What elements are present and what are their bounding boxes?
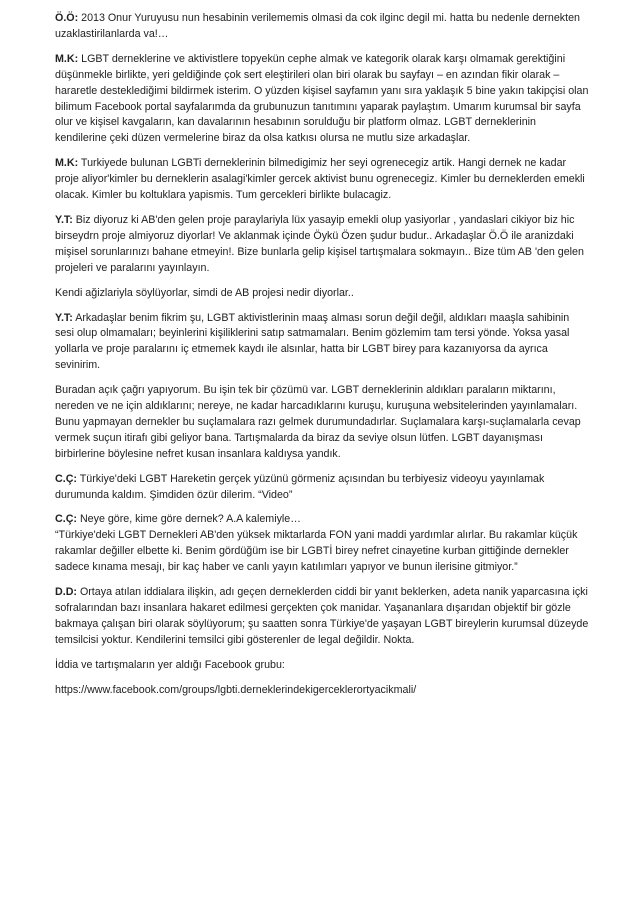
paragraph-yt-1	[55, 213, 590, 277]
paragraph-text: Buradan açık çağrı yapıyorum. Bu işin tek bir çözümü var. LGBT derneklerinin aldıkları paraların miktarını, nereden ve ne için aldıklarını; nereye, ne kadar harcadıklarını kuruşu, kuruşuna websitelerinden yayınlamaları. Bunu yapmayan dernekler bu suçlamalara razı gelmek durumundadırlar. Suçlamalara karşı-suçlamalarla cevap vermek suçun itirafı gibi geliyor bana. Tartışmalarda da biraz da seviye olsun lütfen. LGBT dayanışması birbirlerine böylesine nefret kusan insanlara kaldıysa yandık.	[55, 384, 581, 460]
paragraph-plain-3	[55, 658, 590, 674]
paragraph-text: Neye göre, kime göre dernek? A.A kalemiyle… “Türkiye'deki LGBT Dernekleri AB'den yüksek miktarlarda FON yani maddi yardımlar alırlar. Bu rakamlar küçük rakamlar değiller elbette ki. Benim gördüğüm ise bir LGBTİ birey nefret cinayetine kurban gittiğinde dernekler sadece kınama mesajı, bir kaç haber ve canlı yayın katılımları yapıyor ve bunun ilerisine gitmiyor.”	[55, 513, 578, 574]
paragraph-plain-2	[55, 383, 590, 463]
paragraph-cc-1	[55, 472, 590, 504]
paragraph-yt-2	[55, 311, 590, 375]
speaker-label: Ö.Ö:	[55, 12, 79, 24]
speaker-label: M.K:	[55, 157, 79, 170]
speaker-label: D.D:	[55, 586, 77, 599]
paragraph-text: İddia ve tartışmaların yer aldığı Facebook grubu:	[55, 658, 285, 671]
paragraph-text: Kendi ağizlariyla söylüyorlar, simdi de AB projesi nedir diyorlar..	[55, 286, 354, 299]
speaker-label: Y.T:	[55, 311, 73, 324]
paragraph-text: Turkiyede bulunan LGBTi derneklerinin bilmedigimiz her seyi ogrenecegiz artik. Hangi dernek ne kadar proje aliyor'kimler bu derneklerin asalagi'kimler gercek aktivist bunu ogrenecegiz. Kimler bu derneklerden emekli olacak. Kimler bu koltuklara yapismis. Tum gercekleri birlikte bulacagiz.	[55, 157, 585, 202]
speaker-label: C.Ç:	[55, 472, 77, 485]
paragraph-text: LGBT derneklerine ve aktivistlere topyekün cephe almak ve kategorik olarak karşı olmamak gerektiğini düşünmekle birlikte, yeri geldiğinde çok sert eleştirileri olan biri olarak bu sayfayı – en azından fikir olarak – hararetle desteklediğimi bildirmek isterim. O yüzden kişisel sayfamın yanı sıra yaklaşık 5 bine yakın takipçisi olan bilimum Facebook portal sayfalarımda da grubunuzun tanıtımını yaparak paylaştım. Umarım kurumsal bir sayfa olur ve kişisel kavgaların, kan davalarının hesabının sorulduğu bir platform olmaz. LGBT derneklerinin kendilerine çeki düzen vermelerine biraz da olsa katkısı olursa ne mutlu size arkadaşlar.	[55, 52, 589, 145]
facebook-group-link[interactable]: https://www.facebook.com/groups/lgbti.derneklerindekigerceklerortyacikmali/	[55, 683, 417, 696]
speaker-label: M.K:	[55, 52, 79, 65]
paragraph-plain-1	[55, 286, 590, 302]
paragraph-text: 2013 Onur Yuruyusu nun hesabinin verilememis olmasi da cok ilginc degil mi. hatta bu nedenle dernekten uzaklastirilanlarda va!…	[55, 12, 580, 40]
speaker-label: C.Ç:	[55, 513, 77, 526]
paragraph-mk-2	[55, 156, 590, 204]
paragraph-text: Biz diyoruz ki AB'den gelen proje paraylariyla lüx yasayip emekli olup yasiyorlar , yandaslari cikiyor biz hic birseydrn proje almiyoruz diyorlar! Ve aklanmak içinde Öykü Özen şudur budur.. Arkadaşlar Ö.Ö ile aranizdaki mişisel sorunlarınızı bahane etmeyin!. Bize bunlarla gelip kişisel tartışmalara sokmayın.. Bize tüm AB 'den gelen projeleri ve paralarını yayınlayın.	[55, 213, 584, 274]
paragraph-oo-1	[55, 11, 590, 43]
paragraph-cc-2	[55, 512, 590, 576]
paragraph-text: Türkiye'deki LGBT Hareketin gerçek yüzünü görmeniz açısından bu terbiyesiz videoyu yayınlamak durumunda kaldım. Şimdiden özür dilerim. “Video”	[55, 472, 545, 501]
speaker-label: Y.T:	[55, 213, 73, 226]
paragraph-mk-1	[55, 52, 590, 147]
paragraph-text: Ortaya atılan iddialara ilişkin, adı geçen derneklerden ciddi bir yanıt beklerken, adeta nanik yaparcasına içki sofralarından bazı insanlara hakaret edilmesi gerçekten çok manidar. Yaşananlara dışarıdan objektif bir gözle bakmaya çalışan biri olarak söylüyorum; şu saatten sonra Türkiye'de yaşayan LGBT bireylerin kurumsal düzeyde temsilcisi yoktur. Kendilerini temsilci gibi gösterenler de legal değildir. Nokta.	[55, 586, 589, 646]
paragraph-text: Arkadaşlar benim fikrim şu, LGBT aktivistlerinin maaş alması sorun değil değil, aldıkları maaşla sahibinin sesi olup olmamaları; beyinlerini kişiliklerini satıp satmamaları. Benim gözlemim tam tersi yönde. Yoksa yasal yollarla ve proje paralarını iç etmemek kaydı ile alsınlar, hatta bir LGBT birey para kazanıyorsa da ayrıca sevinirim.	[55, 311, 570, 372]
document-body	[55, 11, 590, 708]
paragraph-dd-1	[55, 585, 590, 649]
facebook-group-link-paragraph	[55, 683, 590, 699]
